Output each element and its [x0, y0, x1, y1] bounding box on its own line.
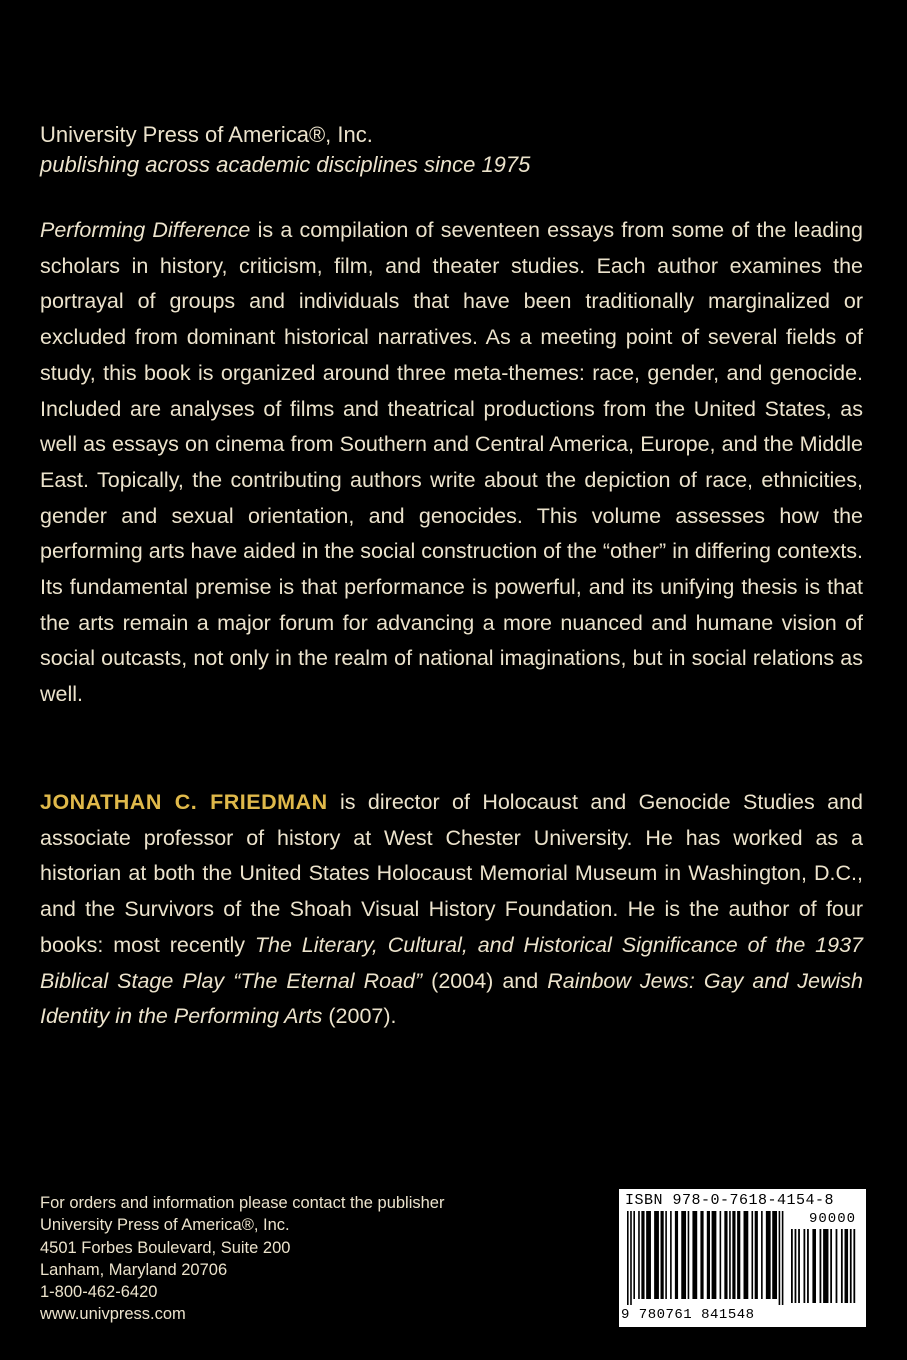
barcode-bar — [646, 1211, 651, 1299]
publisher-block — [40, 120, 870, 180]
barcode-bar — [755, 1211, 758, 1299]
barcode-bar — [772, 1211, 777, 1299]
barcode-bar — [700, 1211, 703, 1299]
order-line-publisher: University Press of America®, Inc. — [40, 1216, 290, 1235]
author-bio-text-1: is director of Holocaust and Genocide Studies and associate professor of history at West Chester University. He has worked as a historian at both the United States Holocaust Memorial Museum in Washington, D.C., and the Survivors of the Shoah Visual History Foundation. He is the author of four books: most recently — [40, 790, 863, 957]
order-line-intro: For orders and information please contact the publisher — [40, 1194, 445, 1212]
barcode-bar — [807, 1229, 809, 1303]
barcode-bar — [841, 1229, 843, 1303]
author-bio-text-3: (2007). — [322, 1004, 397, 1029]
barcode-bar — [681, 1211, 686, 1299]
author-book-1: The Literary, Cultural, and Historical Significance of the 1937 Biblical Stage Play “The Eternal Road” — [40, 932, 863, 993]
barcode-bar — [766, 1211, 771, 1299]
barcode-bar — [720, 1211, 722, 1299]
description-text: is a compilation of seventeen essays from some of the leading scholars in history, criticism, film, and theater studies. Each author examines the portrayal of groups and individuals that have been traditionally marginalized or excluded from dominant historical narratives. As a meeting point of several fields of study, this book is organized around three meta-themes: race, gender, and genocide. Included are analyses of films and theatrical productions from the United States, as well as essays on cinema from Southern and Central America, Europe, and the Middle East. Topically, the contributing authors write about the depiction of race, ethnicities, gender and sexual orientation, and genocides. This volume assesses how the performing arts have aided in the social construction of the “other” in differing contexts. Its fundamental premise is that performance is powerful, and its unifying thesis is that the arts remain a major forum for advancing a more nuanced and humane vision of social outcasts, not only in the realm of national imaginations, but in social relations as well. — [40, 218, 864, 707]
barcode-bar — [675, 1211, 678, 1299]
barcode-bar — [633, 1211, 635, 1299]
author-bio-text-2: (2004) and — [422, 968, 548, 993]
barcode-bar — [688, 1211, 690, 1299]
barcode-bar — [638, 1211, 640, 1299]
barcode-bar — [823, 1229, 828, 1303]
barcode-bar — [850, 1229, 852, 1303]
order-line-street: 4501 Forbes Boulevard, Suite 200 — [40, 1238, 291, 1257]
ean-barcode-bars — [627, 1211, 785, 1307]
barcode-bar — [670, 1211, 672, 1299]
book-description — [40, 213, 863, 713]
price-barcode-bars — [791, 1229, 857, 1307]
book-title: Performing Difference — [40, 218, 251, 242]
barcode-bar — [744, 1211, 749, 1299]
barcode-bar — [798, 1229, 800, 1303]
barcode-bar — [627, 1211, 629, 1305]
barcode-bar — [630, 1211, 632, 1305]
barcode-bar — [836, 1229, 838, 1303]
barcode-bar — [795, 1229, 797, 1303]
barcode-bar — [791, 1229, 793, 1303]
barcode-bar — [654, 1211, 659, 1299]
barcode-bar — [692, 1211, 697, 1299]
order-line-city: Lanham, Maryland 20706 — [40, 1260, 228, 1279]
barcode-bar — [665, 1211, 667, 1299]
isbn-barcode — [619, 1189, 866, 1327]
price-code: 90000 — [809, 1211, 857, 1227]
barcode-bar — [782, 1211, 784, 1305]
barcode-bar — [761, 1211, 763, 1299]
barcode-bar — [853, 1229, 855, 1303]
barcode-bar — [707, 1211, 710, 1299]
publisher-name: University Press of America®, Inc. — [40, 122, 373, 147]
barcode-bar — [729, 1211, 731, 1299]
barcode-bar — [779, 1211, 781, 1305]
author-name: JONATHAN C. FRIEDMAN — [40, 790, 328, 814]
publisher-tagline: publishing across academic disciplines since 1975 — [40, 152, 531, 177]
order-info — [40, 1192, 600, 1326]
barcode-bar — [724, 1211, 727, 1299]
barcode-bar — [661, 1211, 664, 1299]
ean-number: 9 780761 841548 — [621, 1307, 755, 1323]
barcode-bar — [751, 1211, 753, 1299]
barcode-bar — [830, 1229, 832, 1303]
order-line-website[interactable]: www.univpress.com — [40, 1305, 186, 1324]
author-book-2: Rainbow Jews: Gay and Jewish Identity in the Performing Arts — [40, 968, 863, 1029]
barcode-bar — [732, 1211, 735, 1299]
order-line-phone: 1-800-462-6420 — [40, 1283, 158, 1302]
barcode-bar — [803, 1229, 805, 1303]
barcode-bar — [820, 1229, 822, 1303]
author-bio — [40, 785, 863, 1035]
barcode-bar — [712, 1211, 717, 1299]
barcode-bar — [641, 1211, 644, 1299]
barcode-bar — [845, 1229, 849, 1303]
barcode-bar — [737, 1211, 740, 1299]
barcode-bar — [812, 1229, 816, 1303]
isbn-number: ISBN 978-0-7618-4154-8 — [625, 1192, 835, 1209]
